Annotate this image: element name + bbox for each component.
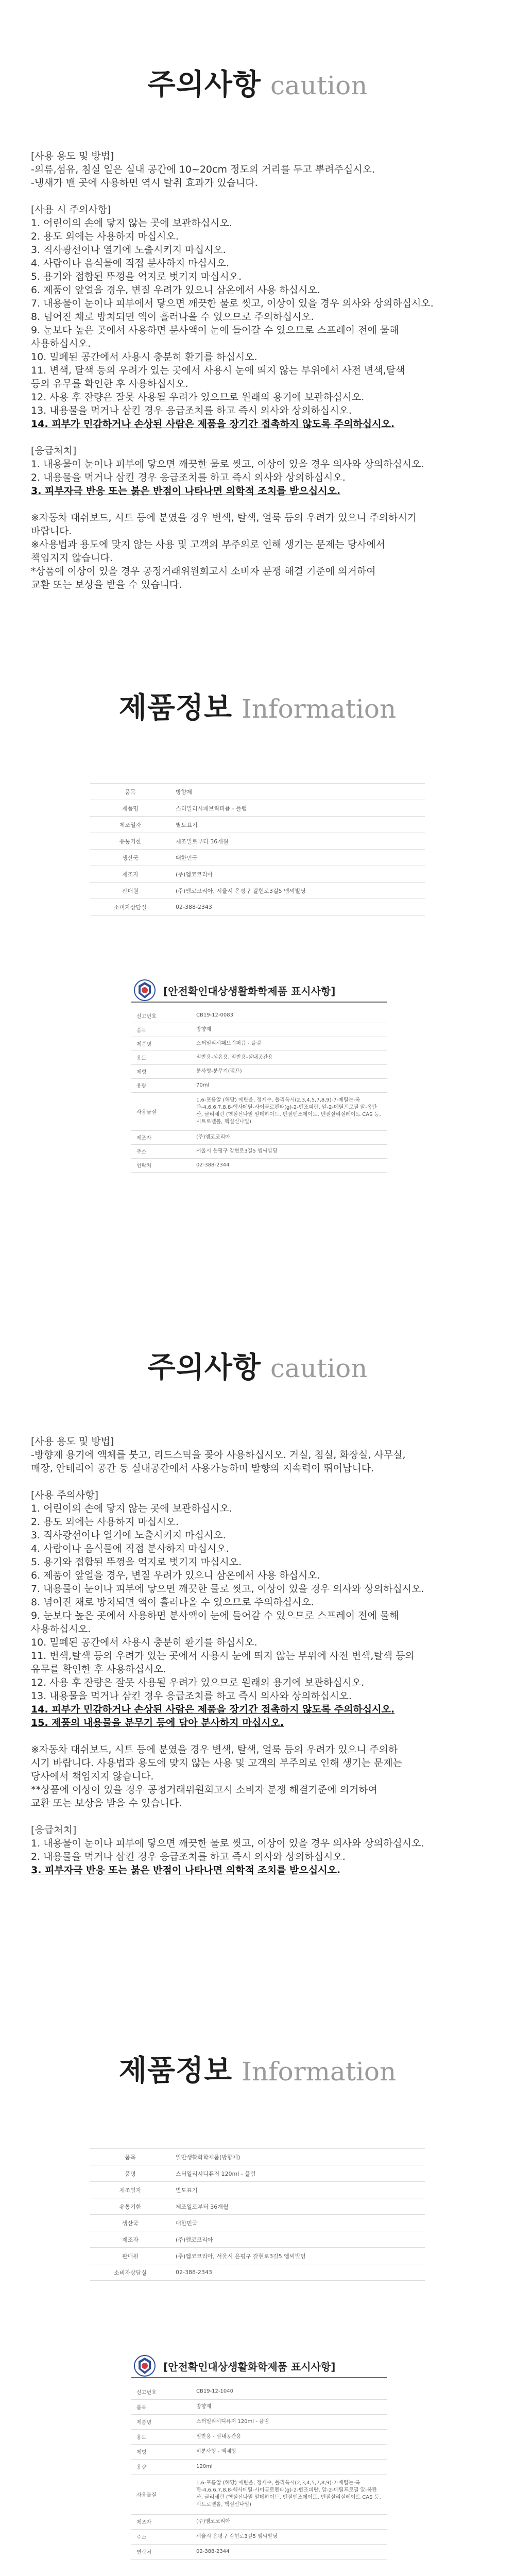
row-label: 주소: [131, 1144, 191, 1158]
product-info-table-2: [90, 2148, 425, 2281]
safety-label-title: [안전확인대상생활화학제품 표시사항]: [163, 2361, 336, 2373]
row-value: 비분사형 - 액체형: [191, 2444, 387, 2459]
table-row: [131, 1050, 387, 1064]
row-value: 별도표기: [170, 817, 425, 833]
table-row: [90, 817, 425, 833]
table-row: [131, 2384, 387, 2399]
note-line: ※자동차 대쉬보드, 시트 등에 분였을 경우 변색, 탈색, 얼룩 등의 우려가 있으니 주의하: [31, 1744, 398, 1755]
caution-title-2: [0, 1345, 515, 1386]
row-label: 제조일자: [90, 2182, 170, 2198]
warning-item: 4. 사람이나 음식물에 직접 분사하지 마십시오.: [31, 1543, 229, 1554]
row-value: 서울시 은평구 갈현로3길5 엠씨빌딩: [191, 2529, 387, 2544]
row-label: 소비자상담실: [90, 2264, 170, 2281]
warning-item: 5. 용기와 접합된 뚜껑을 억지로 벗기지 마십시오.: [31, 271, 242, 282]
safety-label-header-1: [131, 979, 387, 1003]
row-value: (주)엠코코리아: [191, 2514, 387, 2529]
row-value: CB19-12-1040: [191, 2384, 387, 2399]
row-value: 일반용-섬유용, 일반용-실내공간용: [191, 1050, 387, 1064]
row-label: 용량: [131, 1078, 191, 1092]
product-info-table-1: [90, 783, 425, 916]
table-row: [131, 2459, 387, 2474]
row-label: 연락처: [131, 1158, 191, 1172]
warning-item: 10. 밀폐된 공간에서 사용시 충분히 환기를 하십시오.: [31, 351, 258, 363]
first-aid-item: 2. 내용물을 먹거나 삼킨 경우 응급조치를 하고 즉시 의사와 상의하십시오.: [31, 1851, 346, 1862]
row-value: (주)엠코코리아, 서울시 은평구 갈현로3길5 엠씨빌딩: [170, 2248, 425, 2264]
row-value: (주)엠코코리아: [170, 866, 425, 883]
row-label: 제품명: [90, 800, 170, 817]
table-row: [90, 2149, 425, 2165]
row-value: 일반용 - 실내공간용: [191, 2429, 387, 2444]
row-value: CB19-12-0083: [191, 1009, 387, 1023]
row-value: 02-388-2343: [170, 2264, 425, 2281]
usage-heading: [사용 용도 및 방법]: [31, 150, 114, 162]
row-label: 주소: [131, 2529, 191, 2544]
warning-item: 8. 넘어진 채로 방치되면 액이 흘러나올 수 있으므로 주의하십시오.: [31, 311, 314, 323]
warning-item: 유무를 확인한 후 사용하십시오.: [31, 1664, 166, 1675]
table-row: [131, 1092, 387, 1130]
row-label: 제형: [131, 2444, 191, 2459]
row-value: 제조일로부터 36개월: [170, 2198, 425, 2215]
table-row: [131, 1144, 387, 1158]
note-line: 교환 또는 보상을 받을 수 있습니다.: [31, 579, 182, 590]
table-row: [131, 1009, 387, 1023]
usage-line: -방향제 용기에 액체를 붓고, 리드스틱을 꽂아 사용하십시오. 거실, 침실, 화장실, 사무실,: [31, 1449, 406, 1461]
warning-item: 3. 직사광선이나 열기에 노출시키지 마십시오.: [31, 1530, 226, 1541]
row-label: 신고번호: [131, 1009, 191, 1023]
caution-title-1: [0, 62, 515, 103]
row-value: 대한민국: [170, 850, 425, 866]
row-label: 유통기한: [90, 2198, 170, 2215]
caution-title-en: caution: [270, 71, 368, 100]
row-value: 스터일리시패브릭퍼퓸 - 플럼: [191, 1037, 387, 1050]
warning-item: 11. 변색, 탈색 등의 우려가 있는 곳에서 사용시 눈에 띄지 않는 부위에서 사전 변색,탈색: [31, 365, 405, 376]
first-aid-item: 1. 내용물이 눈이나 피부에 닿으면 깨끗한 물로 씻고, 이상이 있을 경우 의사와 상의하십시오.: [31, 1838, 424, 1849]
row-value: 02-388-2344: [191, 2544, 387, 2559]
warning-item: 12. 사용 후 잔량은 잘못 사용될 우려가 있으므로 원래의 용기에 보관하십시오.: [31, 392, 365, 403]
safety-label-header-2: [131, 2354, 387, 2378]
warning-item: 8. 넘어진 채로 방치되면 액이 흘러나올 수 있으므로 주의하십시오.: [31, 1597, 314, 1608]
usage-heading: [사용 용도 및 방법]: [31, 1436, 114, 1447]
table-row: [131, 1158, 387, 1172]
table-row: [131, 1078, 387, 1092]
warning-item: 사용하십시오.: [31, 338, 91, 349]
warning-item: 6. 제품이 앞얼을 경우, 변질 우려가 있으니 삼온에서 사용 하십시오.: [31, 1570, 320, 1581]
note-line: 당사에서 책임지지 않습니다.: [31, 1771, 154, 1782]
usage-line: -의류,섬유, 침실 일은 실내 공간에 10~20cm 정도의 거리를 두고 뿌려주십시오.: [31, 164, 375, 175]
table-row: [131, 2544, 387, 2559]
row-label: 제품명: [131, 1037, 191, 1050]
warning-item: 6. 제품이 앞얼을 경우, 변질 우려가 있으니 삼온에서 사용 하십시오.: [31, 284, 320, 296]
warning-item: 5. 용기와 접합된 뚜껑을 억지로 벗기지 마십시오.: [31, 1556, 242, 1568]
row-label: 생산국: [90, 2215, 170, 2231]
table-row: [90, 2182, 425, 2198]
info-title-en: Information: [242, 694, 397, 724]
table-row: [131, 2529, 387, 2544]
safety-label-table-2: [131, 2384, 387, 2560]
table-row: [131, 2514, 387, 2529]
table-row: [131, 1130, 387, 1144]
info-title-en: Information: [242, 2057, 397, 2087]
row-value: 일반생활화학제품(방향제): [170, 2149, 425, 2165]
row-label: 품목: [131, 1023, 191, 1037]
row-value: 120ml: [191, 2459, 387, 2474]
row-label: 제조자: [131, 1130, 191, 1144]
row-label: 사용물질: [131, 2474, 191, 2514]
note-line: 바랍니다.: [31, 526, 72, 537]
note-line: **상품에 이상이 있을 경우 공정거래위원회고시 소비자 분쟁 해결기준에 의거하여: [31, 1784, 377, 1795]
safety-label-title: [안전확인대상생활화학제품 표시사항]: [163, 985, 336, 997]
row-label: 유통기한: [90, 833, 170, 850]
note-line: 시기 바랍니다. 사용법과 용도에 맞지 않는 사용 및 고객의 부주의로 인해 생기는 문제는: [31, 1757, 402, 1769]
note-line: ※자동차 대쉬보드, 시트 등에 분였을 경우 변색, 탈색, 얼룩 등의 우려가 있으니 주의하시기: [31, 512, 417, 523]
row-value: 대한민국: [170, 2215, 425, 2231]
table-row: [131, 2399, 387, 2414]
row-label: 생산국: [90, 850, 170, 866]
caution-body-1: [31, 149, 489, 591]
warning-item-bold: 14. 피부가 민감하거나 손상된 사람은 제품을 장기간 접촉하지 않도록 주의하십시오.: [31, 418, 395, 430]
row-value: (주)엠코코리아: [170, 2231, 425, 2248]
note-line: 책임지지 않습니다.: [31, 552, 113, 564]
info-title-ko: 제품정보: [118, 691, 233, 725]
row-label: 신고번호: [131, 2384, 191, 2399]
row-value: 서울시 은평구 갈현로3길5 엠씨빌딩: [191, 1144, 387, 1158]
first-aid-heading: [응급처치]: [31, 445, 77, 456]
row-value: 스터일리시디퓨저 120ml - 플럼: [191, 2414, 387, 2429]
warning-item: 2. 용도 외에는 사용하지 마십시오.: [31, 231, 179, 242]
warning-item: 4. 사람이나 음식물에 직접 분사하지 마십시오.: [31, 258, 229, 269]
row-label: 제조자: [90, 2231, 170, 2248]
row-label: 용량: [131, 2459, 191, 2474]
row-value: 70ml: [191, 1078, 387, 1092]
table-row: [90, 866, 425, 883]
row-value: 방향제: [191, 1023, 387, 1037]
row-value: 제조일로부터 36개월: [170, 833, 425, 850]
first-aid-item: 1. 내용물이 눈이나 피부에 닿으면 깨끗한 물로 씻고, 이상이 있을 경우 의사와 상의하십시오.: [31, 459, 424, 470]
usage-line: 매장, 안테리어 공간 등 실내공간에서 사용가능하며 발향의 지속력이 뛰어납니다.: [31, 1463, 374, 1474]
row-label: 제조일자: [90, 817, 170, 833]
row-label: 소비자상담실: [90, 899, 170, 916]
table-row: [131, 1037, 387, 1050]
warning-item: 1. 어린이의 손에 닿지 않는 곳에 보관하십시오.: [31, 217, 232, 229]
row-value: 스터일리시패브릭퍼퓸 - 플럼: [170, 800, 425, 817]
warning-item: 2. 용도 외에는 사용하지 마십시오.: [31, 1516, 179, 1528]
table-row: [131, 1023, 387, 1037]
first-aid-item-bold: 3. 피부자극 반응 또는 붉은 반점이 나타나면 의학적 조치를 받으십시오.: [31, 485, 341, 497]
warning-item: 13. 내용물을 먹거나 삼킨 경우 응급조치를 하고 즉시 의사와 상의하십시오.: [31, 405, 352, 416]
table-row: [131, 2414, 387, 2429]
table-row: [90, 800, 425, 817]
row-label: 품목: [90, 784, 170, 800]
warning-item: 9. 눈보다 높은 곳에서 사용하면 분사액이 눈에 들어갈 수 있으므로 스프레이 전에 물해: [31, 1610, 399, 1621]
caution-title-en: caution: [270, 1353, 368, 1383]
note-line: 교환 또는 보상을 받을 수 있습니다.: [31, 1798, 182, 1809]
warning-item-bold: 14. 피부가 민감하거나 손상된 사람은 제품을 장기간 접촉하지 않도록 주의하십시오.: [31, 1704, 395, 1715]
warning-item: 7. 내용물이 눈이나 피부에서 닿으면 깨끗한 물로 씻고, 이상이 있을 경우 의사와 상의하십시오.: [31, 298, 434, 309]
warning-item: 1. 어린이의 손에 닿지 않는 곳에 보관하십시오.: [31, 1503, 232, 1514]
table-row: [90, 883, 425, 899]
row-label: 품명: [90, 2165, 170, 2182]
warnings-heading: [사용 주의사항]: [31, 1489, 98, 1501]
row-label: 품목: [90, 2149, 170, 2165]
note-line: ※사용법과 용도에 맞지 않는 사용 및 고객의 부주의로 인해 생기는 문제는 당사에서: [31, 539, 386, 550]
row-value: 분사형-분무기(펌프): [191, 1064, 387, 1078]
row-label: 제조자: [90, 866, 170, 883]
table-row: [90, 899, 425, 916]
first-aid-item: 2. 내용물을 먹거나 삼킨 경우 응급조치를 하고 즉시 의사와 상의하십시오.: [31, 472, 346, 483]
warnings-heading: [사용 시 주의사항]: [31, 204, 111, 215]
warning-item-bold: 15. 제품의 내용물을 분무기 등에 담아 분사하지 마십시오.: [31, 1717, 284, 1728]
table-row: [90, 850, 425, 866]
warning-item: 등의 유무를 확인한 후 사용하십시오.: [31, 378, 188, 389]
info-title-2: [0, 2048, 515, 2089]
row-label: 연락처: [131, 2544, 191, 2559]
table-row: [90, 2231, 425, 2248]
row-value: 02-388-2344: [191, 1158, 387, 1172]
caution-body-2: [31, 1435, 489, 1877]
safety-mark-icon: [133, 2354, 156, 2377]
row-value: 별도표기: [170, 2182, 425, 2198]
caution-title-ko: 주의사항: [147, 1351, 261, 1384]
table-row: [131, 2444, 387, 2459]
row-label: 제품명: [131, 2414, 191, 2429]
table-row: [131, 1064, 387, 1078]
row-label: 품목: [131, 2399, 191, 2414]
warning-item: 11. 변색,탈색 등의 우려가 있는 곳에서 사용시 눈에 띄지 않는 부위에 사전 변색,탈색 등의: [31, 1650, 415, 1662]
warning-item: 13. 내용물을 먹거나 삼킨 경우 응급조치를 하고 즉시 의사와 상의하십시오.: [31, 1690, 352, 1702]
row-label: 제조자: [131, 2514, 191, 2529]
table-row: [90, 2215, 425, 2231]
row-label: 사용물질: [131, 1092, 191, 1130]
row-value: 02-388-2343: [170, 899, 425, 916]
table-row: [90, 833, 425, 850]
row-label: 판매원: [90, 883, 170, 899]
table-row: [131, 2474, 387, 2514]
table-row: [90, 2198, 425, 2215]
table-row: [131, 2429, 387, 2444]
table-row: [90, 2165, 425, 2182]
row-label: 용도: [131, 2429, 191, 2444]
row-value: 스터일리시디퓨저 120ml - 플럼: [170, 2165, 425, 2182]
safety-label-table-1: [131, 1009, 387, 1173]
info-title-ko: 제품정보: [118, 2054, 233, 2088]
warning-item: 3. 직사광선이나 열기에 노출시키지 마십시오.: [31, 244, 226, 256]
note-line: *상품에 이상이 있을 경우 공정거래위원회고시 소비자 분쟁 해결 기준에 의거하여: [31, 566, 376, 577]
info-title-1: [0, 685, 515, 726]
first-aid-item-bold: 3. 피부자극 반응 또는 붉은 반점이 나타나면 의학적 조치를 받으십시오.: [31, 1865, 341, 1876]
row-label: 제형: [131, 1064, 191, 1078]
row-value: 방향제: [170, 784, 425, 800]
table-row: [90, 2264, 425, 2281]
caution-title-ko: 주의사항: [147, 68, 261, 101]
warning-item: 9. 눈보다 높은 곳에서 사용하면 분사액이 눈에 들어갈 수 있으므로 스프레이 전에 물해: [31, 325, 399, 336]
row-value: (주)엠코코리아, 서울시 은평구 갈현로3길5 엠씨빌딩: [170, 883, 425, 899]
row-label: 판매원: [90, 2248, 170, 2264]
row-value: 방향제: [191, 2399, 387, 2414]
warning-item: 7. 내용물이 눈이나 피부에 닿으면 깨끗한 물로 씻고, 이상이 있을 경우 의사와 상의하십시오.: [31, 1583, 424, 1595]
row-label: 용도: [131, 1050, 191, 1064]
warning-item: 10. 밀폐된 공간에서 사용시 충분히 환기를 하십시오.: [31, 1637, 258, 1648]
row-value: (주)엠코코리아: [191, 1130, 387, 1144]
first-aid-heading: [응급처치]: [31, 1824, 77, 1836]
warning-item: 사용하십시오.: [31, 1623, 91, 1635]
row-value: 1,6-포름알 (해당) 에탄올, 정제수, 폴리옥시(2,3,4,5,7,8,9)-7-메틸논-옥탄-4,6,6,7,8,8-헥사메틸-사이클로펜타(g)-2-벤조피란, 알-2-메틸프로필 알-옥탄산, 글리세린 (헥실신나밀 알데하이드, 벤질벤조에이트, 벤질살리실레이트 CAS 등, 시트로넬롤, 헥실신나밀): [191, 1092, 387, 1130]
row-value: 1,6-포름알 (해당) 에탄올, 정제수, 폴리옥시(2,3,4,5,7,8,9)-7-메틸논-옥탄-4,6,6,7,8,8-헥사메틸-사이클로펜타(g)-2-벤조피란, 알-2-메틸프로필 알-옥탄산, 글리세린 (헥실신나밀 알데하이드, 벤질벤조에이트, 벤질살리실레이트 CAS 등, 시트로넬롤, 헥실신나밀): [191, 2474, 387, 2514]
usage-line: -냉새가 밴 곳에 사용하면 역시 탈취 효과가 있습니다.: [31, 177, 258, 189]
table-row: [90, 784, 425, 800]
safety-mark-icon: [133, 979, 156, 1002]
warning-item: 12. 사용 후 잔량은 잘못 사용될 우려가 있으므로 원래의 용기에 보관하십시오.: [31, 1677, 365, 1688]
table-row: [90, 2248, 425, 2264]
